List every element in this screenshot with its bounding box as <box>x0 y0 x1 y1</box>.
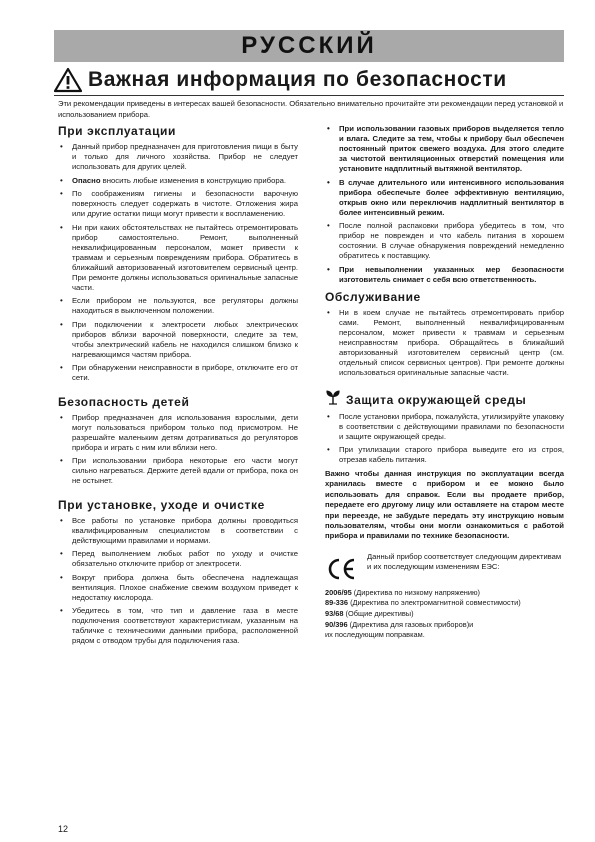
language-banner-text: РУССКИЙ <box>241 32 377 59</box>
operation-list <box>58 142 298 383</box>
gas-safety-list <box>325 124 564 285</box>
service-list <box>325 308 564 378</box>
installation-list <box>58 516 298 647</box>
list-item: • Прибор предназначен для использования взрослыми, дети могут пользоваться прибором только под присмотром. Не разрешайте маленьким детям дотрагиваться до регуляторов прибора и играть с ним или вблизи него. <box>58 413 298 453</box>
list-item: • Убедитесь в том, что тип и давление газа в месте подключения соответствуют характеристикам, указанным на табличке с техническими данными прибора, расположенной рядом с отводом трубы для подключения газа. <box>58 606 298 646</box>
directive-row: 90/396 (Директива для газовых приборов)и <box>325 619 474 629</box>
directive-row: 2006/95 (Директива по низкому напряжению) <box>325 587 481 597</box>
list-item: • Ни в коем случае не пытайтесь отремонтировать прибор сами. Ремонт, выполненный неквалифицированным персоналом, может привести к травмам и серьезным неисправностям прибора. Обращайтесь в ближайший авторизованный изготовителем сервисный центр (см. отдельный список сервисных центров). При ремонте должны использоваться оригинальные запасные части. <box>325 308 564 378</box>
list-item: • При невыполнении указанных мер безопасности изготовитель снимает с себя всю ответственность. <box>325 265 564 285</box>
ce-text: Данный прибор соответствует следующим директивам и их последующим изменениям ЕЭС: <box>367 551 562 571</box>
environment-heading <box>325 388 564 407</box>
eco-leaf-icon <box>325 389 341 405</box>
bold-word: Опасно <box>72 175 101 185</box>
list-item <box>58 176 298 186</box>
list-item: • При использовании газовых приборов выделяется тепло и влага. Следите за тем, чтобы к прибору был обеспечен постоянный приток свежего воздуха. Для этого следите за чистотой вентиляционных отверстий помещения или установите надплитный вытяжной вентилятор. <box>325 124 564 174</box>
main-title <box>54 66 564 94</box>
list-item: • При утилизации старого прибора выведите его из строя, отрезав кабель питания. <box>325 445 564 465</box>
title-divider <box>54 95 564 96</box>
directive-row: 89-336 (Директива по электромагнитной совместимости) <box>325 598 521 608</box>
child-safety-list <box>58 413 298 487</box>
list-item: • Данный прибор предназначен для приготовления пищи в быту и только для личного хозяйства. Прибор не следует использовать для других целей. <box>58 142 298 172</box>
left-column <box>58 124 298 650</box>
list-item: • По соображениям гигиены и безопасности варочную поверхность следует содержать в чистоте. Отложения жира или другие остатки пищи могут привести к воспламенению. <box>58 189 298 219</box>
language-banner <box>54 30 564 62</box>
warning-triangle-icon <box>54 67 82 93</box>
section-title-operation: При эксплуатации <box>58 124 176 138</box>
list-item: • Вокруг прибора должна быть обеспечена надлежащая вентиляция. Плохое снабжение свежим воздухом приведет к недостатку кислорода. <box>58 573 298 603</box>
main-title-text: Важная информация по безопасности <box>88 68 507 91</box>
list-item: • После полной распаковки прибора убедитесь в том, что прибор не поврежден и что кабель питания в хорошем состоянии. В случае обнаружения повреждений немедленно обратитесь к поставщику. <box>325 221 564 261</box>
directive-row: 93/68 (Общие директивы) <box>325 609 414 619</box>
section-title-environment: Защита окружающей среды <box>346 392 527 407</box>
list-item: • При подключении к электросети любых электрических приборов вблизи варочной поверхности, следите за тем, чтобы электрический кабель не находился слишком близко к нагревающимся частям прибора. <box>58 320 298 360</box>
page-number: 12 <box>58 824 69 834</box>
section-title-child-safety: Безопасность детей <box>58 394 190 409</box>
keep-manual-notice: Важно чтобы данная инструкция по эксплуатации всегда хранилась вместе с прибором и ее можно было использовать для справок. Если вы продаете прибор, передаете его другому лицу или оставляете на старом месте при переезде, не забудьте передать эту инструкцию новым пользователям, чтобы они могли ознакомиться с работой прибора и правилами по технике безопасности. <box>325 469 564 541</box>
list-item-rest: вносить любые изменения в конструкцию прибора. <box>100 175 287 185</box>
section-title-installation: При установке, уходе и очистке <box>58 497 265 512</box>
list-item: • Если прибором не пользуются, все регуляторы должны находиться в выключенном положении. <box>58 296 298 316</box>
ce-mark-icon <box>327 558 357 580</box>
ce-conformity <box>325 552 564 580</box>
list-item: • После установки прибора, пожалуйста, утилизируйте упаковку в соответствии с действующими правилами по безопасности и защите окружающей среды. <box>325 412 564 442</box>
list-item: • Ни при каких обстоятельствах не пытайтесь отремонтировать прибор самостоятельно. Ремонт, выполненный неквалифицированным персоналом, может привести к травмам и серьезным повреждениям прибора. Обратитесь в ближайший авторизованный изготовителем сервисный центр. При ремонте должны использоваться оригинальные запасные части. <box>58 223 298 293</box>
right-column <box>325 124 564 641</box>
environment-list <box>325 412 564 466</box>
list-item: • Перед выполнением любых работ по уходу и очистке обязательно отключите прибор от электросети. <box>58 549 298 569</box>
list-item: • В случае длительного или интенсивного использования прибора обеспечьте более эффективную вентиляцию, открыв окно или переключив надплитный вентилятор в более интенсивный режим. <box>325 178 564 218</box>
list-item: • Все работы по установке прибора должны проводиться квалифицированным специалистом в соответствии с действующими правилами и нормами. <box>58 516 298 546</box>
list-item: • При использовании прибора некоторые его части могут сильно нагреваться. Держите детей вдали от прибора, пока он не остынет. <box>58 456 298 486</box>
section-title-service: Обслуживание <box>325 289 421 304</box>
list-item: • При обнаружении неисправности в приборе, отключите его от сети. <box>58 363 298 383</box>
directives-list <box>325 588 564 641</box>
intro-paragraph: Эти рекомендации приведены в интересах вашей безопасности. Обязательно внимательно прочитайте эти рекомендации перед установкой и использованием прибора. <box>58 99 564 119</box>
directive-tail: их последующим поправкам. <box>325 630 425 640</box>
